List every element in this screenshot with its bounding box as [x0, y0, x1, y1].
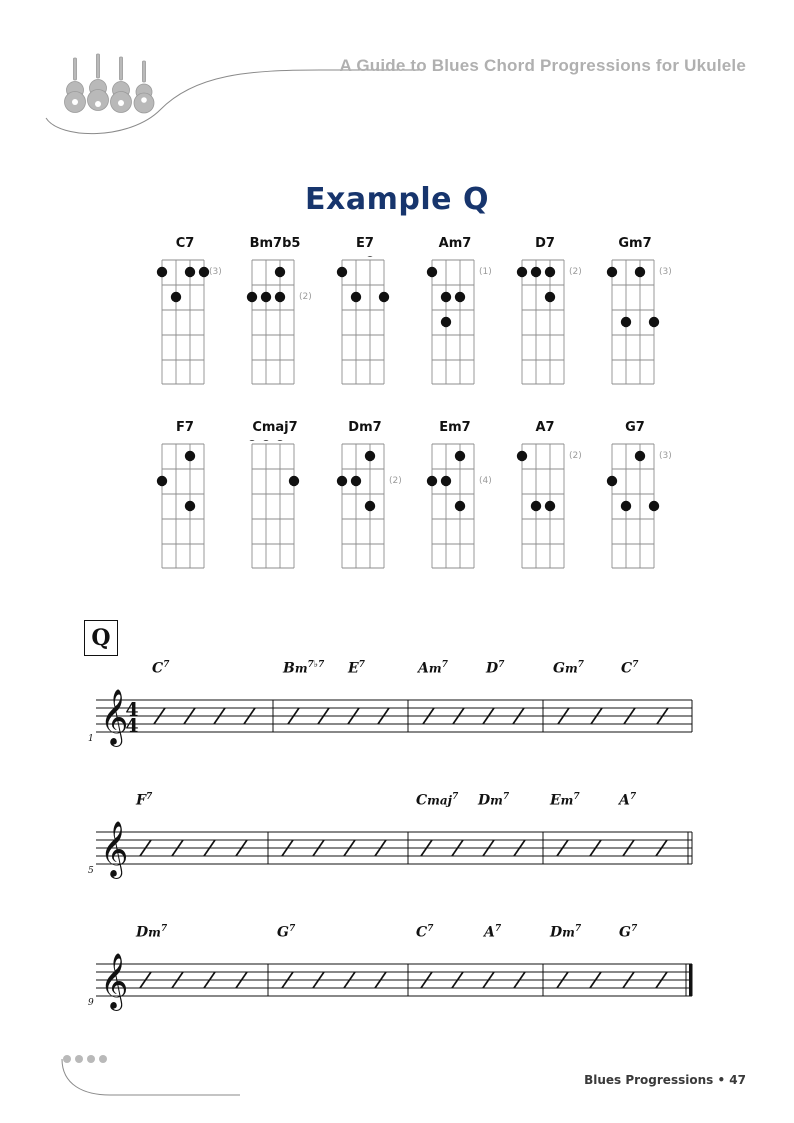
- chord-name: A7: [535, 420, 555, 435]
- fretboard-icon: [514, 256, 576, 388]
- svg-text:𝄞: 𝄞: [100, 689, 129, 745]
- fret-marker: (1): [479, 267, 492, 277]
- chord-diagram: [410, 256, 500, 408]
- svg-text:4: 4: [125, 699, 139, 721]
- staff-3: [0, 950, 794, 1020]
- fret-marker: (2): [569, 451, 582, 461]
- bar-number: 9: [88, 998, 94, 1008]
- bar-number: 1: [88, 734, 94, 744]
- chord-diagram: [320, 440, 410, 592]
- chord-symbol: $F^7$: [136, 792, 153, 809]
- fretboard-icon: [424, 440, 486, 572]
- chord-name: Am7: [438, 236, 472, 251]
- svg-text:𝄞: 𝄞: [100, 821, 129, 877]
- fret-marker: (3): [209, 267, 222, 277]
- chord-name: D7: [535, 236, 555, 251]
- chord-diagram: [140, 440, 230, 592]
- section-badge: Q: [84, 620, 118, 656]
- chord-symbol: $G^7$: [277, 924, 296, 941]
- chord-cell: [500, 236, 590, 408]
- chord-symbol: $C^7$: [416, 924, 434, 941]
- fret-marker: (3): [659, 267, 672, 277]
- fret-marker: (3): [659, 451, 672, 461]
- fretboard-icon: [154, 256, 216, 388]
- fret-marker: (2): [389, 476, 402, 486]
- fret-marker: (4): [479, 476, 492, 486]
- fretboard-icon: [244, 440, 306, 572]
- chord-name: F7: [176, 420, 194, 435]
- fretboard-icon: [604, 440, 666, 572]
- chord-cell: [320, 420, 410, 592]
- chord-name: Dm7: [348, 420, 382, 435]
- chord-symbol: Dm$^7$: [136, 924, 168, 941]
- chord-name: G7: [625, 420, 645, 435]
- chord-symbol-row: [0, 650, 794, 677]
- chord-symbol-row: [0, 914, 794, 941]
- chord-symbol: $C^7$: [621, 660, 639, 677]
- staff-1: [0, 686, 794, 756]
- chord-diagram: [320, 256, 410, 408]
- chord-symbol: $A^7$: [484, 924, 502, 941]
- staff-system-2: [0, 782, 794, 902]
- chord-symbol-row: [0, 782, 794, 809]
- chord-name: Gm7: [618, 236, 652, 251]
- fret-marker: (2): [299, 292, 312, 302]
- chord-symbol: Dm$^7$: [550, 924, 582, 941]
- fretboard-icon: [334, 440, 396, 572]
- fretboard-icon: [424, 256, 486, 388]
- chord-diagram: [590, 256, 680, 408]
- chord-symbol: $C^7$: [152, 660, 170, 677]
- chord-symbol: $E^7$: [348, 660, 365, 677]
- chord-diagram: [500, 440, 590, 592]
- chord-name: Em7: [439, 420, 471, 435]
- fretboard-icon: [244, 256, 306, 388]
- chord-name: Cmaj7: [252, 420, 298, 435]
- chord-cell: [230, 236, 320, 408]
- chord-symbol: Am$^7$: [418, 660, 448, 677]
- svg-text:𝄞: 𝄞: [100, 953, 129, 1009]
- chord-diagram-grid: [140, 236, 680, 592]
- staff-system-3: [0, 914, 794, 1034]
- chord-name: C7: [175, 236, 195, 251]
- fret-marker: (2): [569, 267, 582, 277]
- chord-row-2: [140, 420, 680, 592]
- chord-symbol: Gm$^7$: [553, 660, 584, 677]
- fretboard-icon: [334, 256, 396, 388]
- chord-diagram: [590, 440, 680, 592]
- page-footer: [0, 1033, 794, 1123]
- chord-symbol: $D^7$: [486, 660, 505, 677]
- chord-diagram: [230, 256, 320, 408]
- chord-cell: [500, 420, 590, 592]
- chord-name: E7: [356, 236, 374, 251]
- fretboard-icon: [514, 440, 576, 572]
- chord-cell: [140, 236, 230, 408]
- chord-symbol: Cmaj$^7$: [416, 792, 459, 809]
- chord-diagram: [500, 256, 590, 408]
- chord-cell: [410, 236, 500, 408]
- footer-text: Blues Progressions • 47: [584, 1073, 746, 1087]
- fretboard-icon: [154, 440, 216, 572]
- chord-row-1: [140, 236, 680, 408]
- chord-cell: [140, 420, 230, 592]
- fretboard-icon: [604, 256, 666, 388]
- page-header: [0, 0, 794, 140]
- ukulele-cluster-icon: [62, 52, 172, 114]
- bar-number: 5: [88, 866, 94, 876]
- chord-symbol: Em$^7$: [550, 792, 580, 809]
- chord-diagram: [230, 440, 320, 592]
- chord-diagram: [140, 256, 230, 408]
- chord-cell: [590, 420, 680, 592]
- four-dots-icon: [62, 1053, 118, 1065]
- chord-cell: [410, 420, 500, 592]
- svg-text:4: 4: [125, 715, 139, 737]
- chord-name: Bm7b5: [249, 236, 301, 251]
- chord-symbol: $G^7$: [619, 924, 638, 941]
- page-title: Example Q: [305, 182, 489, 217]
- chord-diagram: [410, 440, 500, 592]
- staff-2: [0, 818, 794, 888]
- chord-cell: [320, 236, 410, 408]
- chord-symbol: Dm$^7$: [478, 792, 510, 809]
- chord-cell: [590, 236, 680, 408]
- header-title: A Guide to Blues Chord Progressions for Ukulele: [339, 56, 746, 75]
- staff-system-1: [0, 650, 794, 770]
- chord-symbol: $A^7$: [619, 792, 637, 809]
- chord-cell: [230, 420, 320, 592]
- chord-symbol: $Bm^{7♭7}$: [283, 660, 325, 677]
